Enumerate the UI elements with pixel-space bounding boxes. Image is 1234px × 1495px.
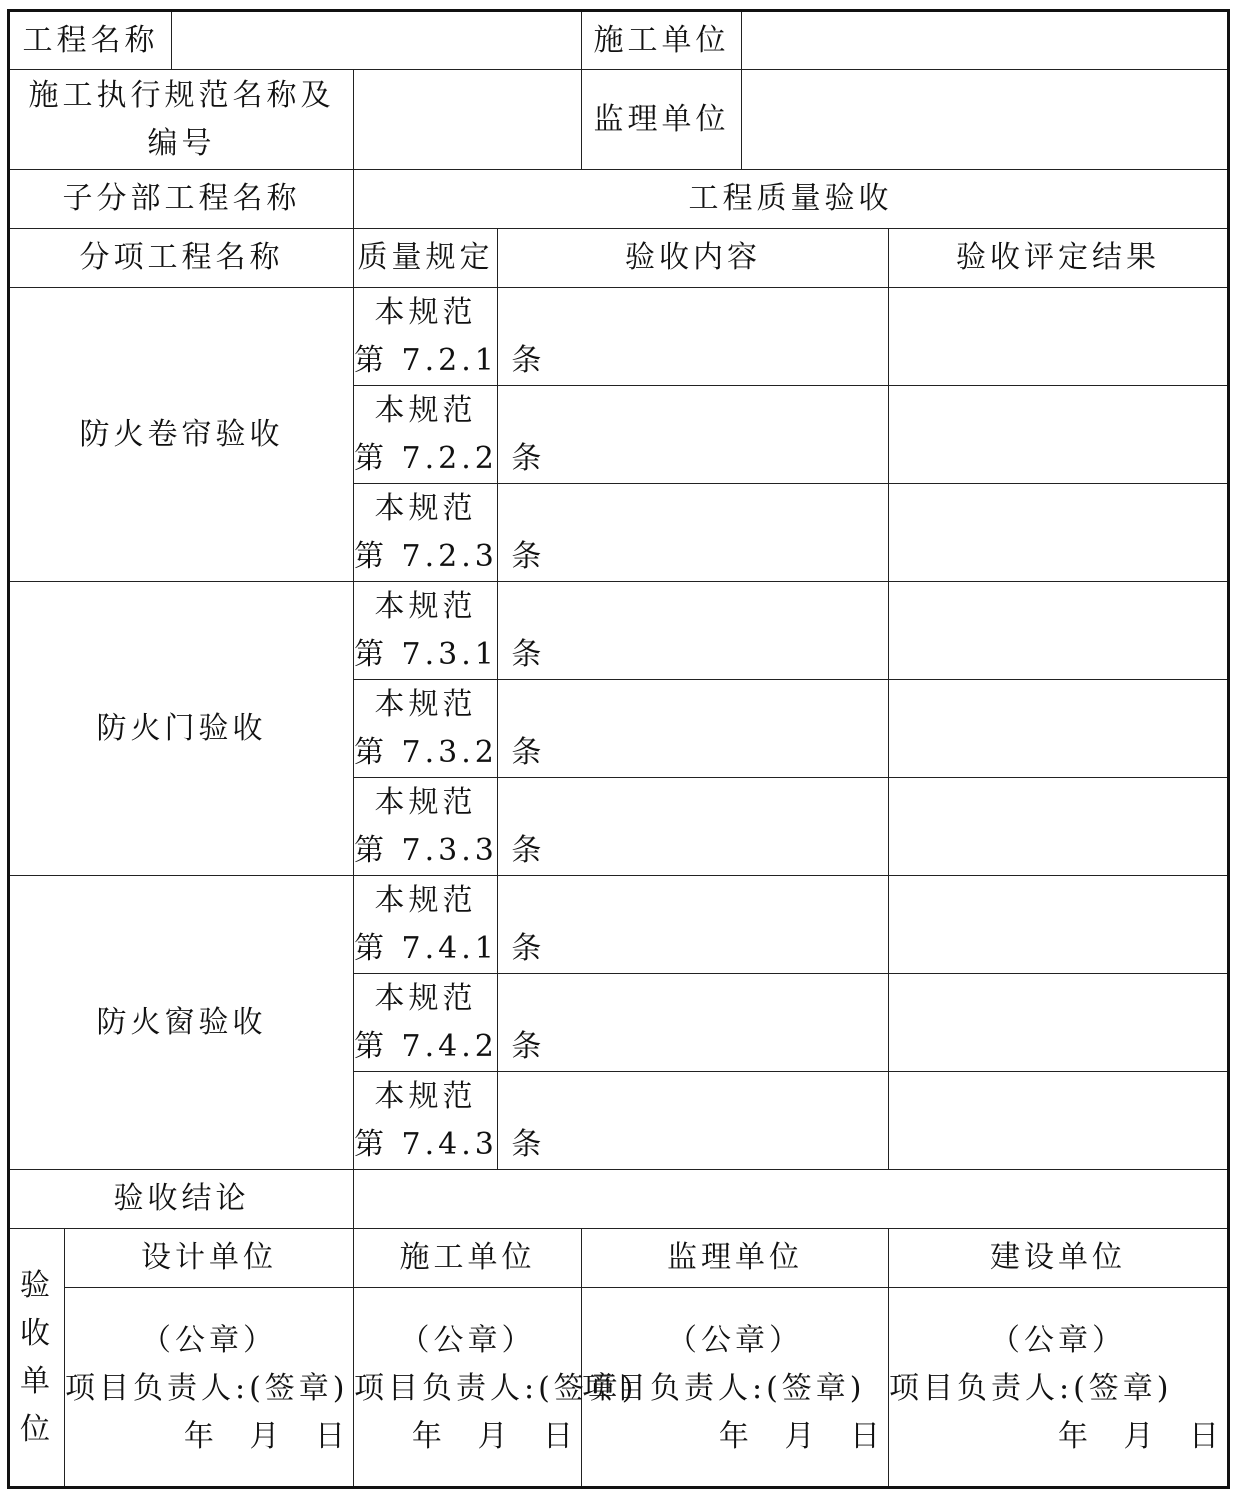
row-standard bbox=[9, 70, 1229, 170]
side-label-char: 验 bbox=[20, 1267, 54, 1303]
rule-line2: 第 7.4.3 条 bbox=[354, 1126, 546, 1162]
result-field[interactable] bbox=[889, 778, 1229, 876]
quality-rule-cell bbox=[354, 582, 546, 680]
table-row bbox=[9, 288, 1229, 386]
quality-rule-cell bbox=[354, 1072, 546, 1170]
row-project-name bbox=[9, 11, 1229, 70]
quality-rule-cell bbox=[354, 876, 546, 974]
unit-title-owner: 建设单位 bbox=[889, 1229, 1229, 1288]
rule-line2: 第 7.3.3 条 bbox=[354, 832, 546, 868]
row-acceptance-units bbox=[9, 1229, 1229, 1288]
supervision-unit-label: 监理单位 bbox=[582, 70, 742, 170]
signature-owner[interactable] bbox=[889, 1288, 1229, 1488]
rule-line2: 第 7.4.1 条 bbox=[354, 930, 546, 966]
result-field[interactable] bbox=[889, 876, 1229, 974]
quality-rule-cell bbox=[354, 974, 546, 1072]
unit-title-design: 设计单位 bbox=[65, 1229, 354, 1288]
seal-label: （公章） bbox=[399, 1323, 536, 1358]
signature-supervision[interactable] bbox=[582, 1288, 889, 1488]
content-field[interactable] bbox=[498, 1072, 889, 1170]
project-name-field[interactable] bbox=[172, 11, 582, 70]
side-label-char: 位 bbox=[20, 1411, 54, 1447]
rule-line2: 第 7.2.1 条 bbox=[354, 342, 546, 378]
date-label: 年 月 日 bbox=[411, 1419, 577, 1454]
group-name: 防火卷帘验收 bbox=[9, 288, 354, 582]
quality-rule-cell bbox=[354, 778, 546, 876]
column-header-row bbox=[9, 229, 1229, 288]
construction-unit-field[interactable] bbox=[742, 11, 1229, 70]
rule-line1: 本规范 bbox=[374, 294, 477, 330]
column-header-item-name: 分项工程名称 bbox=[9, 229, 354, 288]
quality-rule-cell bbox=[354, 288, 546, 386]
responsible-label: 项目负责人:(签章) bbox=[65, 1371, 349, 1406]
rule-line2: 第 7.4.2 条 bbox=[354, 1028, 546, 1064]
signature-construction[interactable] bbox=[354, 1288, 638, 1488]
signature-design[interactable] bbox=[65, 1288, 354, 1488]
column-header-result: 验收评定结果 bbox=[889, 229, 1229, 288]
column-header-quality-rule: 质量规定 bbox=[354, 229, 498, 288]
quality-rule-cell bbox=[354, 484, 546, 582]
rule-line1: 本规范 bbox=[374, 1078, 477, 1114]
standard-field[interactable] bbox=[354, 70, 582, 170]
result-field[interactable] bbox=[889, 680, 1229, 778]
date-label: 年 月 日 bbox=[718, 1419, 884, 1454]
rule-line2: 第 7.2.3 条 bbox=[354, 538, 546, 574]
acceptance-side-label bbox=[9, 1229, 65, 1488]
rule-line2: 第 7.3.1 条 bbox=[354, 636, 546, 672]
rule-line1: 本规范 bbox=[374, 588, 477, 624]
row-conclusion bbox=[9, 1170, 1229, 1229]
result-field[interactable] bbox=[889, 386, 1229, 484]
standard-label-line2: 编号 bbox=[147, 125, 216, 161]
seal-label: （公章） bbox=[667, 1323, 803, 1358]
conclusion-field[interactable] bbox=[354, 1170, 1229, 1229]
conclusion-label: 验收结论 bbox=[9, 1170, 354, 1229]
rule-line1: 本规范 bbox=[374, 980, 477, 1016]
content-field[interactable] bbox=[498, 386, 889, 484]
result-field[interactable] bbox=[889, 1072, 1229, 1170]
content-field[interactable] bbox=[498, 582, 889, 680]
content-field[interactable] bbox=[498, 484, 889, 582]
result-field[interactable] bbox=[889, 582, 1229, 680]
result-field[interactable] bbox=[889, 288, 1229, 386]
row-subsection bbox=[9, 170, 1229, 229]
content-field[interactable] bbox=[498, 876, 889, 974]
rule-line2: 第 7.2.2 条 bbox=[354, 440, 546, 476]
content-field[interactable] bbox=[498, 680, 889, 778]
responsible-label: 项目负责人:(签章) bbox=[354, 1371, 638, 1406]
rule-line1: 本规范 bbox=[374, 490, 477, 526]
rule-line1: 本规范 bbox=[374, 392, 477, 428]
subsection-value: 工程质量验收 bbox=[354, 170, 1229, 229]
side-label-char: 单 bbox=[20, 1363, 54, 1399]
unit-title-construction: 施工单位 bbox=[354, 1229, 582, 1288]
row-signatures bbox=[9, 1288, 1229, 1488]
responsible-label: 项目负责人:(签章) bbox=[582, 1371, 866, 1406]
group-name: 防火门验收 bbox=[9, 582, 354, 876]
content-field[interactable] bbox=[498, 778, 889, 876]
content-field[interactable] bbox=[498, 974, 889, 1072]
rule-line2: 第 7.3.2 条 bbox=[354, 734, 546, 770]
subsection-label: 子分部工程名称 bbox=[9, 170, 354, 229]
group-name: 防火窗验收 bbox=[9, 876, 354, 1170]
side-label-char: 收 bbox=[20, 1315, 54, 1351]
content-field[interactable] bbox=[498, 288, 889, 386]
construction-unit-label: 施工单位 bbox=[582, 11, 742, 70]
rule-line1: 本规范 bbox=[374, 784, 477, 820]
responsible-label: 项目负责人:(签章) bbox=[889, 1371, 1173, 1406]
acceptance-form-table bbox=[7, 9, 1230, 1489]
rule-line1: 本规范 bbox=[374, 882, 477, 918]
standard-label bbox=[9, 70, 354, 170]
rule-line1: 本规范 bbox=[374, 686, 477, 722]
seal-label: （公章） bbox=[990, 1323, 1127, 1358]
result-field[interactable] bbox=[889, 974, 1229, 1072]
result-field[interactable] bbox=[889, 484, 1229, 582]
date-label: 年 月 日 bbox=[1057, 1419, 1224, 1454]
column-header-content: 验收内容 bbox=[498, 229, 889, 288]
supervision-unit-field[interactable] bbox=[742, 70, 1229, 170]
project-name-label: 工程名称 bbox=[9, 11, 172, 70]
date-label: 年 月 日 bbox=[183, 1419, 349, 1454]
seal-label: （公章） bbox=[141, 1323, 277, 1358]
standard-label-line1: 施工执行规范名称及 bbox=[28, 77, 335, 113]
quality-rule-cell bbox=[354, 680, 546, 778]
quality-rule-cell bbox=[354, 386, 546, 484]
unit-title-supervision: 监理单位 bbox=[582, 1229, 889, 1288]
table-row bbox=[9, 876, 1229, 974]
table-row bbox=[9, 582, 1229, 680]
